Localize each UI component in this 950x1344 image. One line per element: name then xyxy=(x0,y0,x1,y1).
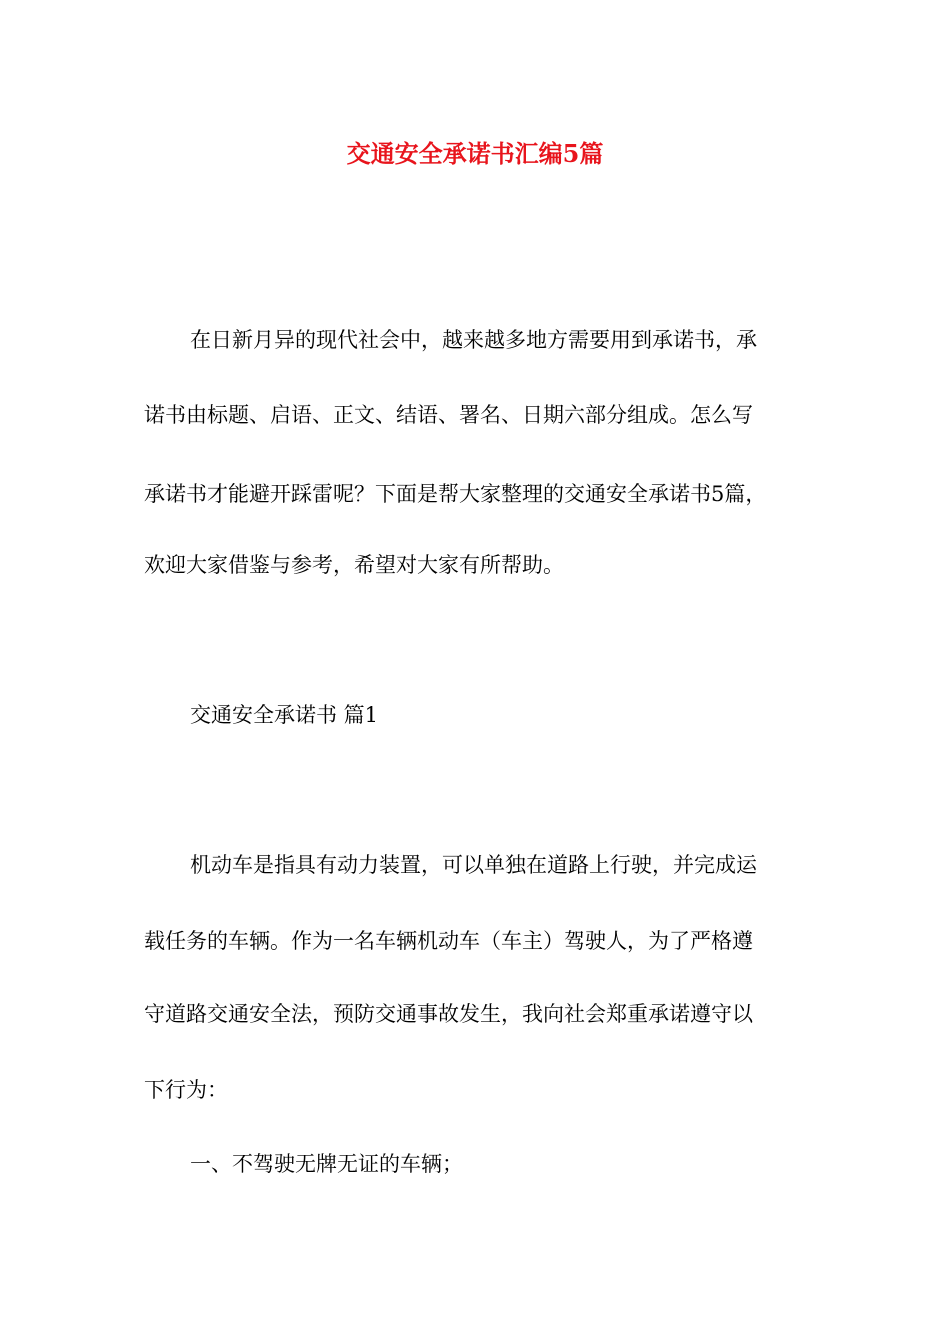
intro-line-4: 欢迎大家借鉴与参考，希望对大家有所帮助。 xyxy=(144,553,564,577)
intro-line-3: 承诺书才能避开踩雷呢？下面是帮大家整理的交通安全承诺书5篇， xyxy=(144,482,767,506)
body-line-4: 下行为： xyxy=(144,1078,228,1102)
body-line-2: 载任务的车辆。作为一名车辆机动车（车主）驾驶人，为了严格遵 xyxy=(144,929,753,953)
intro-line-2: 诺书由标题、启语、正文、结语、署名、日期六部分组成。怎么写 xyxy=(144,403,753,427)
document-title: 交通安全承诺书汇编5篇 xyxy=(346,139,604,168)
intro-line-1: 在日新月异的现代社会中，越来越多地方需要用到承诺书，承 xyxy=(190,328,757,352)
section-heading: 交通安全承诺书 篇1 xyxy=(190,703,379,727)
body-line-1: 机动车是指具有动力装置，可以单独在道路上行驶，并完成运 xyxy=(190,853,757,877)
body-line-3: 守道路交通安全法，预防交通事故发生，我向社会郑重承诺遵守以 xyxy=(144,1002,753,1026)
list-item-1: 一、不驾驶无牌无证的车辆； xyxy=(190,1152,463,1176)
